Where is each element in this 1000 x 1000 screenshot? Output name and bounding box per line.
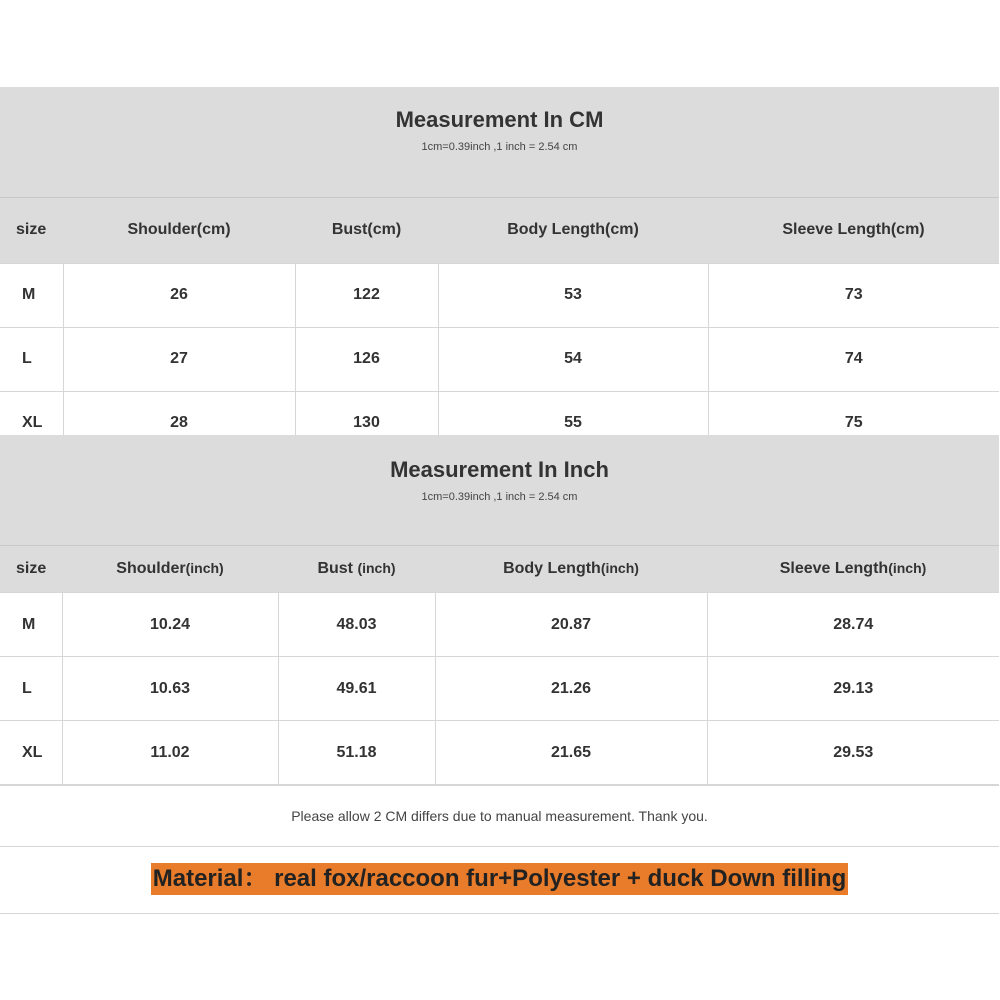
inch-measurement-table [0, 435, 999, 785]
inch-header-size-label: size [16, 560, 47, 577]
inch-header-bust [278, 546, 435, 593]
inch-cell-sleeve-length: 28.74 [707, 593, 999, 657]
cm-header-sleeve-length: Sleeve Length(cm) [708, 198, 999, 263]
inch-section-header [0, 435, 999, 546]
inch-cell-size: M [0, 593, 62, 657]
inch-conversion-note: 1cm=0.39inch ,1 inch = 2.54 cm [421, 491, 578, 503]
inch-header-body-length-unit: (inch) [600, 560, 639, 576]
cm-header-shoulder: Shoulder(cm) [63, 198, 295, 263]
inch-cell-bust: 51.18 [278, 721, 435, 785]
material-row [0, 846, 999, 914]
cm-cell-size: L [0, 327, 63, 391]
cm-header-row [0, 198, 999, 263]
cm-table [0, 198, 999, 456]
cm-cell-shoulder: 28 [63, 391, 295, 455]
cm-cell-shoulder: 26 [63, 263, 295, 327]
inch-cell-shoulder: 10.63 [62, 657, 278, 721]
inch-header-shoulder-label: Shoulder [116, 560, 186, 577]
cm-row-l [0, 327, 999, 391]
cm-conversion-note: 1cm=0.39inch ,1 inch = 2.54 cm [421, 141, 578, 153]
inch-cell-size: L [0, 657, 62, 721]
cm-cell-size: XL [0, 391, 63, 455]
measurement-disclaimer: Please allow 2 CM differs due to manual measurement. Thank you. [0, 785, 999, 847]
inch-header-row [0, 546, 999, 593]
cm-header-size: size [0, 198, 63, 263]
inch-cell-bust: 49.61 [278, 657, 435, 721]
inch-cell-shoulder: 11.02 [62, 721, 278, 785]
inch-cell-shoulder: 10.24 [62, 593, 278, 657]
cm-cell-body-length: 54 [438, 327, 708, 391]
inch-cell-body-length: 20.87 [435, 593, 707, 657]
cm-cell-shoulder: 27 [63, 327, 295, 391]
inch-header-size [0, 546, 62, 593]
inch-header-body-length-label: Body Length [503, 560, 601, 577]
inch-cell-body-length: 21.65 [435, 721, 707, 785]
inch-header-sleeve-length-label: Sleeve Length [779, 560, 889, 577]
inch-cell-sleeve-length: 29.13 [707, 657, 999, 721]
inch-header-shoulder [62, 546, 278, 593]
cm-cell-sleeve-length: 75 [708, 391, 999, 455]
cm-section-header [0, 87, 999, 198]
cm-cell-body-length: 55 [438, 391, 708, 455]
inch-header-body-length [435, 546, 707, 593]
inch-cell-size: XL [0, 721, 62, 785]
cm-cell-sleeve-length: 73 [708, 263, 999, 327]
inch-cell-body-length: 21.26 [435, 657, 707, 721]
inch-cell-bust: 48.03 [278, 593, 435, 657]
inch-cell-sleeve-length: 29.53 [707, 721, 999, 785]
inch-header-bust-unit: (inch) [357, 560, 396, 576]
inch-table [0, 546, 999, 785]
cm-cell-sleeve-length: 74 [708, 327, 999, 391]
cm-measurement-table [0, 87, 999, 435]
cm-header-body-length: Body Length(cm) [438, 198, 708, 263]
inch-header-sleeve-length-unit: (inch) [888, 560, 927, 576]
inch-row-xl [0, 721, 999, 785]
cm-header-bust: Bust(cm) [295, 198, 438, 263]
cm-table-title: Measurement In CM [395, 107, 604, 132]
inch-header-shoulder-unit: (inch) [185, 560, 224, 576]
cm-cell-body-length: 53 [438, 263, 708, 327]
material-description: Material： real fox/raccoon fur+Polyester + duck Down filling [151, 863, 849, 895]
cm-cell-size: M [0, 263, 63, 327]
inch-table-title: Measurement In Inch [390, 457, 609, 482]
inch-row-l [0, 657, 999, 721]
cm-cell-bust: 130 [295, 391, 438, 455]
cm-cell-bust: 126 [295, 327, 438, 391]
inch-header-sleeve-length [707, 546, 999, 593]
inch-header-bust-label: Bust [317, 560, 358, 577]
inch-row-m [0, 593, 999, 657]
cm-row-m [0, 263, 999, 327]
cm-cell-bust: 122 [295, 263, 438, 327]
